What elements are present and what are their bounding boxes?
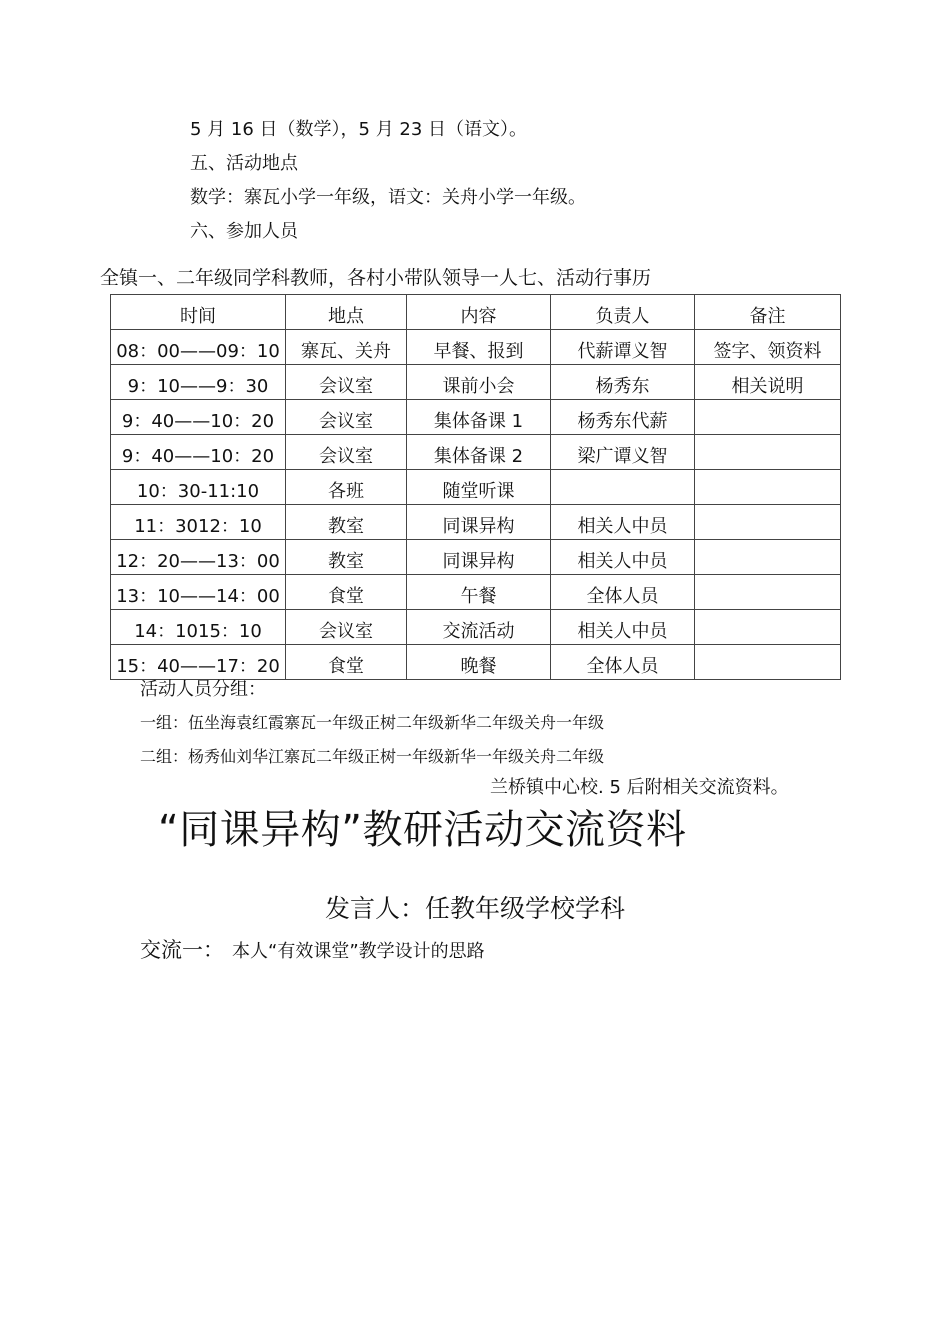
header-owner: 负责人 bbox=[551, 295, 695, 330]
cell-time: 08：00——09：10 bbox=[111, 330, 286, 365]
cell-place: 会议室 bbox=[286, 365, 407, 400]
table-header-row bbox=[111, 295, 841, 330]
cell-owner: 杨秀东代薪 bbox=[551, 400, 695, 435]
table-row bbox=[111, 610, 841, 645]
schedule-table bbox=[110, 294, 841, 680]
cell-owner: 代薪谭义智 bbox=[551, 330, 695, 365]
table-row bbox=[111, 330, 841, 365]
cell-time: 14：1015：10 bbox=[111, 610, 286, 645]
cell-owner: 相关人中员 bbox=[551, 540, 695, 575]
table-row bbox=[111, 470, 841, 505]
table-row bbox=[111, 400, 841, 435]
cell-time: 13：10——14：00 bbox=[111, 575, 286, 610]
cell-time: 11：3012：10 bbox=[111, 505, 286, 540]
cell-place: 会议室 bbox=[286, 435, 407, 470]
cell-owner bbox=[551, 470, 695, 505]
table-row bbox=[111, 575, 841, 610]
cell-owner: 相关人中员 bbox=[551, 610, 695, 645]
cell-content: 交流活动 bbox=[407, 610, 551, 645]
cell-place: 教室 bbox=[286, 505, 407, 540]
document-title: “同课异构”教研活动交流资料 bbox=[158, 807, 687, 853]
cell-note: 相关说明 bbox=[695, 365, 841, 400]
cell-content: 早餐、报到 bbox=[407, 330, 551, 365]
cell-owner: 相关人中员 bbox=[551, 505, 695, 540]
cell-place: 教室 bbox=[286, 540, 407, 575]
header-content: 内容 bbox=[407, 295, 551, 330]
place-line: 数学：寨瓦小学一年级，语文：关舟小学一年级。 bbox=[190, 187, 586, 208]
date-line: 5 月 16 日（数学），5 月 23 日（语文）。 bbox=[190, 119, 528, 140]
cell-time: 10：30-11:10 bbox=[111, 470, 286, 505]
cell-note bbox=[695, 575, 841, 610]
group2-line: 二组：杨秀仙刘华江寨瓦二年级正树一年级新华一年级关舟二年级 bbox=[140, 747, 605, 766]
cell-note bbox=[695, 505, 841, 540]
section6-heading: 六、参加人员 bbox=[190, 221, 298, 242]
cell-time: 12：20——13：00 bbox=[111, 540, 286, 575]
cell-note bbox=[695, 470, 841, 505]
cell-place: 会议室 bbox=[286, 610, 407, 645]
cell-time: 15：40——17：20 bbox=[111, 645, 286, 680]
cell-note bbox=[695, 400, 841, 435]
table-row bbox=[111, 435, 841, 470]
cell-time: 9：40——10：20 bbox=[111, 435, 286, 470]
header-note: 备注 bbox=[695, 295, 841, 330]
cell-place: 食堂 bbox=[286, 575, 407, 610]
exchange-line bbox=[140, 937, 485, 965]
cell-owner: 全体人员 bbox=[551, 575, 695, 610]
exchange-label: 交流一： bbox=[140, 938, 224, 962]
speaker-line: 发言人：任教年级学校学科 bbox=[324, 894, 625, 923]
cell-content: 随堂听课 bbox=[407, 470, 551, 505]
signature-line: 兰桥镇中心校. 5 后附相关交流资料。 bbox=[490, 777, 789, 798]
cell-owner: 全体人员 bbox=[551, 645, 695, 680]
cell-time: 9：10——9：30 bbox=[111, 365, 286, 400]
cell-note bbox=[695, 610, 841, 645]
cell-note: 签字、领资料 bbox=[695, 330, 841, 365]
cell-note bbox=[695, 645, 841, 680]
cell-place: 会议室 bbox=[286, 400, 407, 435]
table-row bbox=[111, 645, 841, 680]
header-place: 地点 bbox=[286, 295, 407, 330]
cell-note bbox=[695, 540, 841, 575]
exchange-text: 本人“有效课堂”教学设计的思路 bbox=[232, 941, 485, 962]
cell-content: 课前小会 bbox=[407, 365, 551, 400]
groups-label: 活动人员分组： bbox=[140, 679, 266, 700]
cell-content: 集体备课 1 bbox=[407, 400, 551, 435]
table-row bbox=[111, 365, 841, 400]
cell-content: 晚餐 bbox=[407, 645, 551, 680]
cell-content: 午餐 bbox=[407, 575, 551, 610]
cell-time: 9：40——10：20 bbox=[111, 400, 286, 435]
cell-place: 食堂 bbox=[286, 645, 407, 680]
cell-place: 寨瓦、关舟 bbox=[286, 330, 407, 365]
group1-line: 一组：伍坐海袁红霞寨瓦一年级正树二年级新华二年级关舟一年级 bbox=[140, 713, 605, 732]
cell-content: 同课异构 bbox=[407, 505, 551, 540]
cell-note bbox=[695, 435, 841, 470]
table-row bbox=[111, 540, 841, 575]
table-row bbox=[111, 505, 841, 540]
participants-line: 全镇一、二年级同学科教师，各村小带队领导一人七、活动行事历 bbox=[100, 267, 652, 289]
cell-place: 各班 bbox=[286, 470, 407, 505]
cell-owner: 杨秀东 bbox=[551, 365, 695, 400]
cell-content: 同课异构 bbox=[407, 540, 551, 575]
header-time: 时间 bbox=[111, 295, 286, 330]
cell-owner: 梁广谭义智 bbox=[551, 435, 695, 470]
section5-heading: 五、活动地点 bbox=[190, 153, 298, 174]
cell-content: 集体备课 2 bbox=[407, 435, 551, 470]
